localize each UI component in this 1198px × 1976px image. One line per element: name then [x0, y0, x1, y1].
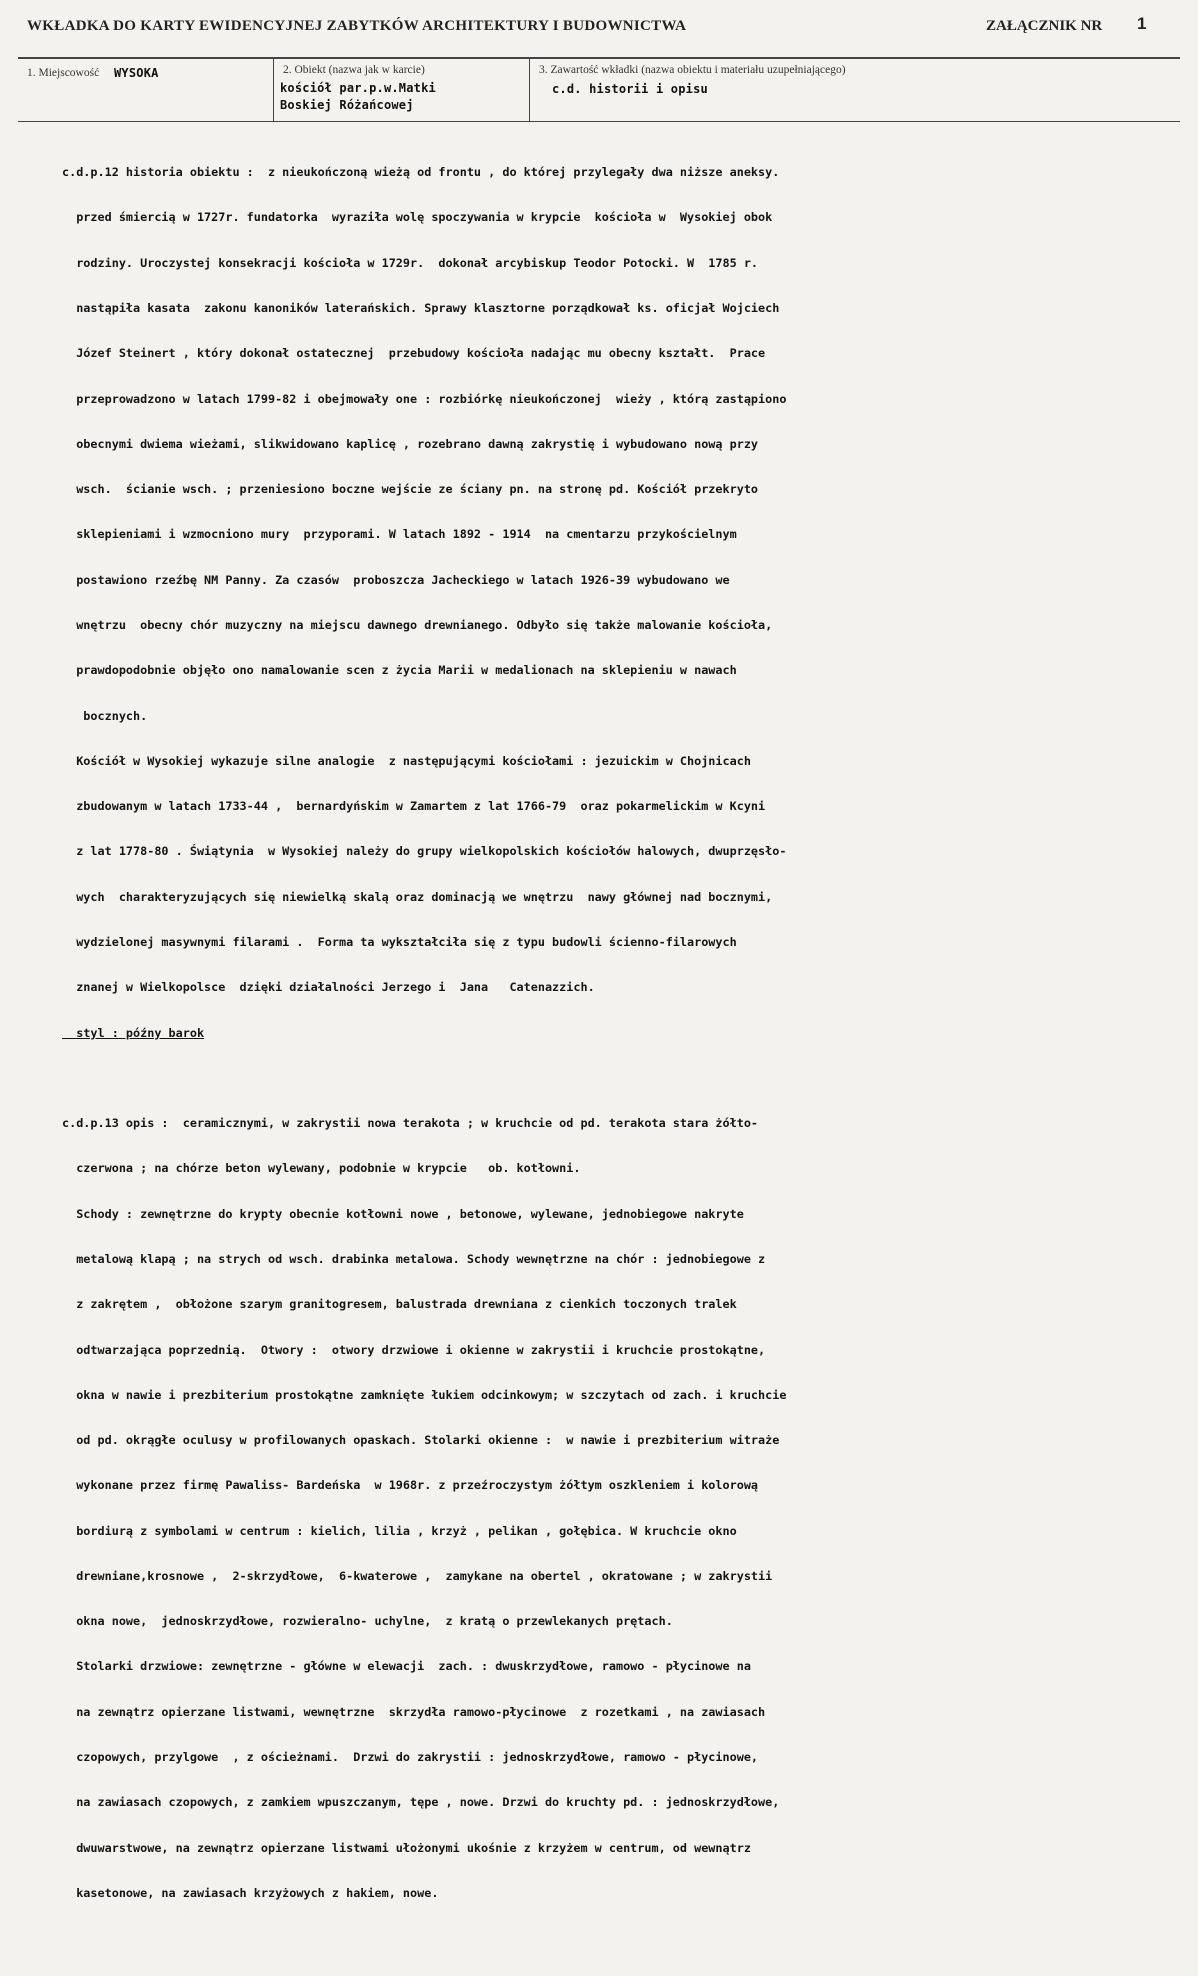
body-line: Józef Steinert , który dokonał ostatecznej przebudowy kościoła nadając mu obecny kształt. Prace [62, 346, 766, 361]
sheet-title: WKŁADKA DO KARTY EWIDENCYJNEJ ZABYTKÓW ARCHITEKTURY I BUDOWNICTWA [27, 18, 687, 34]
field-locality-label: 1. Miejscowość [27, 67, 100, 79]
body-line: okna nowe, jednoskrzydłowe, rozwieralno- uchylne, z kratą o przewlekanych prętach. [62, 1614, 673, 1629]
body-line: wnętrzu obecny chór muzyczny na miejscu dawnego drewnianego. Odbyło się także malowanie kościoła, [62, 618, 773, 632]
body-line: c.d.p.13 opis : ceramicznymi, w zakrystii nowa terakota ; w kruchcie od pd. terakota stara żółto- [62, 1116, 759, 1131]
body-line: na zawiasach czopowych, z zamkiem wpuszczanym, tępe , nowe. Drzwi do kruchty pd. : jednoskrzydłowe, [62, 1795, 780, 1810]
body-line: przeprowadzono w latach 1799-82 i obejmowały one : rozbiórkę nieukończonej wieży , którą zastąpiono [62, 391, 787, 406]
body-line: dwuwarstwowe, na zewnątrz opierzane listwami ułożonymi ukośnie z krzyżem w centrum, od wewnątrz [62, 1840, 751, 1855]
body-line: z zakrętem , obłożone szarym granitogresem, balustrada drewniana z cienkich toczonych tralek [62, 1297, 737, 1312]
typed-body [62, 135, 1182, 1976]
top-rule [18, 57, 1180, 59]
annex-number: 1 [1137, 14, 1147, 33]
body-line: obecnymi dwiema wieżami, slikwidowano kaplicę , rozebrano dawną zakrystię i wybudowano nową przy [62, 436, 759, 451]
annex-label: ZAŁĄCZNIK NR [986, 18, 1103, 34]
body-line [62, 1931, 1182, 1946]
field-object-label: 2. Obiekt (nazwa jak w karcie) [283, 64, 425, 76]
body-line: prawdopodobnie objęło ono namalowanie scen z życia Marii w medalionach na sklepieniu w nawach [62, 663, 737, 678]
field-divider-2 [529, 58, 530, 121]
body-line: znanej w Wielkopolsce dzięki działalności Jerzego i Jana Catenazzich. [62, 980, 595, 995]
field-contents-value: c.d. historii i opisu [552, 82, 708, 96]
body-line: wych charakteryzujących się niewielką skalą oraz dominacją we wnętrzu nawy głównej nad bocznymi, [62, 889, 773, 904]
body-line: czerwona ; na chórze beton wylewany, podobnie w krypcie ob. kotłowni. [62, 1161, 581, 1176]
body-line: od pd. okrągłe oculusy w profilowanych opaskach. Stolarki okienne : w nawie i prezbiterium witraże [62, 1433, 780, 1448]
field-contents-label: 3. Zawartość wkładki (nazwa obiektu i materiału uzupełniającego) [539, 64, 846, 76]
body-line: metalową klapą ; na strych od wsch. drabinka metalowa. Schody wewnętrzne na chór : jednobiegowe z [62, 1251, 766, 1266]
body-line: przed śmiercią w 1727r. fundatorka wyraziła wolę spoczywania w krypcie kościoła w Wysokiej obok [62, 210, 773, 225]
body-line: Stolarki drzwiowe: zewnętrzne - główne w elewacji zach. : dwuskrzydłowe, ramowo - płycinowe na [62, 1659, 751, 1674]
body-line: drewniane,krosnowe , 2-skrzydłowe, 6-kwaterowe , zamykane na obertel , okratowane ; w zakrystii [62, 1568, 773, 1583]
field-locality-value: WYSOKA [114, 66, 159, 80]
body-line: Schody : zewnętrzne do krypty obecnie kotłowni nowe , betonowe, wylewane, jednobiegowe nakryte [62, 1206, 744, 1221]
body-line: wykonane przez firmę Pawaliss- Bardeńska w 1968r. z przeźroczystym żółtym oszkleniem i kolorową [62, 1478, 759, 1493]
field-object-line2: Boskiej Różańcowej [280, 98, 414, 112]
style-heading: styl : późny barok [62, 1025, 205, 1040]
body-line: nastąpiła kasata zakonu kanoników laterańskich. Sprawy klasztorne porządkował ks. oficjał Wojciech [62, 301, 780, 316]
body-line: postawiono rzeźbę NM Panny. Za czasów proboszcza Jacheckiego w latach 1926-39 wybudowano we [62, 572, 730, 587]
body-line: odtwarzająca poprzednią. Otwory : otwory drzwiowe i okienne w zakrystii i kruchcie prostokątne, [62, 1342, 766, 1357]
fields-bottom-rule [18, 121, 1180, 122]
field-divider-1 [273, 58, 274, 121]
body-line [62, 1071, 1182, 1086]
body-line: zbudowanym w latach 1733-44 , bernardyńskim w Zamartem z lat 1766-79 oraz pokarmelickim w Kcyni [62, 799, 766, 814]
body-line: c.d.p.12 historia obiektu : z nieukończoną wieżą od frontu , do której przylegały dwa niższe aneksy. [62, 165, 780, 180]
body-line: wydzielonej masywnymi filarami . Forma ta wykształciła się z typu budowli ścienno-filarowych [62, 934, 737, 949]
body-line: z lat 1778-80 . Świątynia w Wysokiej należy do grupy wielkopolskich kościołów halowych, dwuprzęsło- [62, 844, 787, 859]
body-line: kasetonowe, na zawiasach krzyżowych z hakiem, nowe. [62, 1885, 439, 1900]
body-line: na zewnątrz opierzane listwami, wewnętrzne skrzydła ramowo-płycinowe z rozetkami , na zawiasach [62, 1704, 766, 1719]
body-line: okna w nawie i prezbiterium prostokątne zamknięte łukiem odcinkowym; w szczytach od zach. i kruchcie [62, 1387, 787, 1402]
body-line: bocznych. [62, 708, 148, 723]
body-line: rodziny. Uroczystej konsekracji kościoła w 1729r. dokonał arcybiskup Teodor Potocki. W 1785 r. [62, 255, 759, 270]
body-line: sklepieniami i wzmocniono mury przyporami. W latach 1892 - 1914 na cmentarzu przykościelnym [62, 527, 737, 542]
body-line: bordiurą z symbolami w centrum : kielich, lilia , krzyż , pelikan , gołębica. W kruchcie okno [62, 1523, 737, 1538]
body-line: wsch. ścianie wsch. ; przeniesiono boczne wejście ze ściany pn. na stronę pd. Kościół przekryto [62, 482, 759, 497]
field-object-line1: kościół par.p.w.Matki [280, 81, 436, 95]
body-line: czopowych, przylgowe , z ościeżnami. Drzwi do zakrystii : jednoskrzydłowe, ramowo - płycinowe, [62, 1750, 759, 1765]
body-line: Kościół w Wysokiej wykazuje silne analogie z następującymi kościołami : jezuickim w Chojnicach [62, 753, 751, 768]
